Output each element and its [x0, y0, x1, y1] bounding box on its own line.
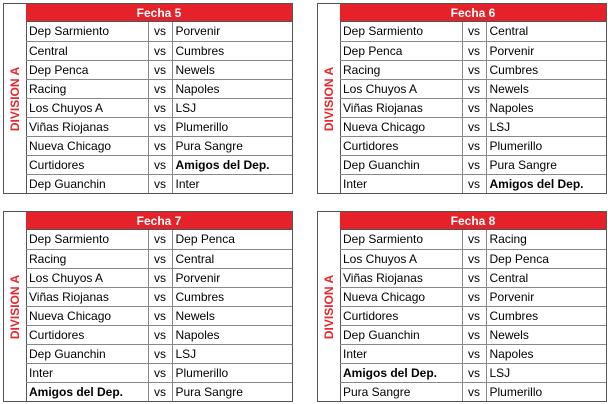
home-team: Dep Sarmiento — [340, 22, 462, 41]
versus-label: vs — [148, 117, 172, 136]
versus-label: vs — [462, 325, 486, 344]
home-team: Nueva Chicago — [340, 117, 462, 136]
versus-label: vs — [148, 22, 172, 41]
match-row — [26, 41, 292, 60]
home-team: Viñas Riojanas — [340, 98, 462, 117]
home-team: Dep Guanchin — [26, 174, 148, 193]
match-row — [26, 155, 292, 174]
versus-label: vs — [462, 382, 486, 401]
match-row — [26, 79, 292, 98]
away-team: Newels — [486, 79, 606, 98]
versus-label: vs — [148, 79, 172, 98]
away-team: Inter — [175, 176, 200, 191]
match-row — [26, 136, 292, 155]
versus-label: vs — [462, 230, 486, 249]
match-row — [26, 98, 292, 117]
division-label-cell — [318, 212, 341, 401]
versus-label: vs — [148, 98, 172, 117]
fixture-block-fecha-7 — [3, 211, 293, 402]
match-row — [26, 249, 292, 268]
home-team: Viñas Riojanas — [340, 268, 462, 287]
away-team: Plumerillo — [486, 136, 606, 155]
away-team: Newels — [172, 60, 292, 79]
home-team: Viñas Riojanas — [26, 287, 148, 306]
division-label: DIVISION A — [322, 66, 336, 131]
match-row — [26, 22, 292, 41]
away-team: Cumbres — [486, 60, 606, 79]
home-team: Amigos del Dep. — [26, 382, 148, 401]
match-row — [340, 382, 606, 401]
away-team: Napoles — [486, 98, 606, 117]
away-team: Amigos del Dep. — [489, 176, 584, 191]
match-row — [26, 344, 292, 363]
home-team: Pura Sangre — [340, 382, 462, 401]
match-row — [26, 268, 292, 287]
match-row — [340, 117, 606, 136]
fixture-grid — [26, 212, 292, 401]
away-team: Napoles — [172, 79, 292, 98]
home-team: Curtidores — [340, 136, 462, 155]
versus-label: vs — [148, 325, 172, 344]
versus-label: vs — [462, 60, 486, 79]
away-team: Porvenir — [486, 41, 606, 60]
match-row — [340, 98, 606, 117]
away-team: Central — [486, 22, 606, 41]
home-team: Nueva Chicago — [26, 306, 148, 325]
away-team: LSJ — [486, 117, 606, 136]
home-team: Curtidores — [26, 155, 148, 174]
match-row — [26, 174, 292, 193]
match-row — [340, 136, 606, 155]
away-team: Porvenir — [486, 287, 606, 306]
versus-label: vs — [148, 306, 172, 325]
away-team: LSJ — [172, 344, 292, 363]
match-table — [26, 230, 292, 401]
home-team: Racing — [26, 79, 148, 98]
match-table — [340, 22, 606, 193]
match-row — [340, 344, 606, 363]
match-row — [340, 60, 606, 79]
away-team: Dep Penca — [172, 230, 292, 249]
away-team: Dep Penca — [486, 249, 606, 268]
fixture-block-fecha-8 — [317, 211, 607, 402]
away-team: Napoles — [172, 325, 292, 344]
division-label-cell — [318, 4, 341, 193]
away-team: Plumerillo — [489, 384, 543, 399]
match-row — [340, 79, 606, 98]
versus-label: vs — [462, 174, 486, 193]
versus-label: vs — [148, 60, 172, 79]
match-table — [340, 230, 606, 401]
match-row — [340, 363, 606, 382]
home-team: Curtidores — [26, 325, 148, 344]
match-row — [340, 22, 606, 41]
home-team: Dep Sarmiento — [340, 230, 462, 249]
home-team: Racing — [340, 60, 462, 79]
home-team: Dep Guanchin — [340, 325, 462, 344]
away-team: Porvenir — [172, 22, 292, 41]
home-team: Los Chuyos A — [340, 79, 462, 98]
home-team: Dep Penca — [340, 41, 462, 60]
home-team: Dep Guanchin — [26, 344, 148, 363]
away-team: Cumbres — [172, 41, 292, 60]
match-row — [340, 230, 606, 249]
versus-label: vs — [148, 287, 172, 306]
home-team: Curtidores — [340, 306, 462, 325]
away-team: Racing — [486, 230, 606, 249]
versus-label: vs — [462, 344, 486, 363]
division-label-cell — [4, 4, 27, 193]
home-team: Dep Sarmiento — [26, 230, 148, 249]
fixture-grid — [340, 4, 606, 193]
home-team: Racing — [26, 249, 148, 268]
versus-label: vs — [462, 41, 486, 60]
home-team: Central — [26, 41, 148, 60]
round-title: Fecha 8 — [340, 212, 606, 230]
match-row — [26, 325, 292, 344]
versus-label: vs — [148, 249, 172, 268]
home-team: Nueva Chicago — [26, 136, 148, 155]
match-row — [26, 382, 292, 401]
versus-label: vs — [462, 117, 486, 136]
fixture-block-fecha-5 — [3, 3, 293, 194]
away-team: LSJ — [172, 98, 292, 117]
round-title: Fecha 6 — [340, 4, 606, 22]
home-team: Inter — [340, 174, 462, 193]
fixture-grid — [340, 212, 606, 401]
versus-label: vs — [148, 344, 172, 363]
match-row — [340, 325, 606, 344]
home-team: Viñas Riojanas — [26, 117, 148, 136]
away-team: Newels — [486, 325, 606, 344]
versus-label: vs — [148, 382, 172, 401]
round-title: Fecha 7 — [26, 212, 292, 230]
division-label: DIVISION A — [8, 66, 22, 131]
versus-label: vs — [462, 363, 486, 382]
home-team: Inter — [340, 344, 462, 363]
versus-label: vs — [462, 22, 486, 41]
away-team: Pura Sangre — [486, 155, 606, 174]
away-team: Porvenir — [172, 268, 292, 287]
versus-label: vs — [462, 79, 486, 98]
division-label-cell — [4, 212, 27, 401]
away-team: Newels — [172, 306, 292, 325]
home-team: Los Chuyos A — [26, 98, 148, 117]
division-label: DIVISION A — [322, 274, 336, 339]
match-row — [26, 60, 292, 79]
away-team: LSJ — [486, 363, 606, 382]
home-team: Dep Guanchin — [340, 155, 462, 174]
fixture-grid — [26, 4, 292, 193]
match-table — [26, 22, 292, 193]
versus-label: vs — [462, 268, 486, 287]
away-team: Plumerillo — [172, 363, 292, 382]
versus-label: vs — [148, 268, 172, 287]
versus-label: vs — [148, 136, 172, 155]
versus-label: vs — [462, 136, 486, 155]
round-title: Fecha 5 — [26, 4, 292, 22]
fixture-block-fecha-6 — [317, 3, 607, 194]
away-team: Napoles — [486, 344, 606, 363]
home-team: Los Chuyos A — [340, 249, 462, 268]
versus-label: vs — [148, 41, 172, 60]
division-label: DIVISION A — [8, 274, 22, 339]
away-team: Pura Sangre — [172, 136, 292, 155]
versus-label: vs — [148, 230, 172, 249]
away-team: Plumerillo — [172, 117, 292, 136]
match-row — [26, 363, 292, 382]
versus-label: vs — [462, 155, 486, 174]
away-team: Amigos del Dep. — [172, 155, 292, 174]
home-team: Amigos del Dep. — [340, 363, 462, 382]
home-team: Inter — [26, 363, 148, 382]
match-row — [26, 117, 292, 136]
away-team: Cumbres — [172, 287, 292, 306]
away-team: Central — [172, 249, 292, 268]
match-row — [26, 306, 292, 325]
match-row — [340, 41, 606, 60]
match-row — [340, 287, 606, 306]
match-row — [340, 306, 606, 325]
home-team: Dep Sarmiento — [26, 22, 148, 41]
away-team: Central — [486, 268, 606, 287]
match-row — [340, 174, 606, 193]
away-team: Pura Sangre — [175, 384, 243, 399]
match-row — [340, 249, 606, 268]
home-team: Dep Penca — [26, 60, 148, 79]
match-row — [340, 155, 606, 174]
versus-label: vs — [462, 287, 486, 306]
versus-label: vs — [462, 98, 486, 117]
versus-label: vs — [148, 155, 172, 174]
match-row — [26, 230, 292, 249]
away-team: Cumbres — [486, 306, 606, 325]
match-row — [26, 287, 292, 306]
versus-label: vs — [148, 174, 172, 193]
versus-label: vs — [148, 363, 172, 382]
match-row — [340, 268, 606, 287]
versus-label: vs — [462, 249, 486, 268]
home-team: Nueva Chicago — [340, 287, 462, 306]
versus-label: vs — [462, 306, 486, 325]
home-team: Los Chuyos A — [26, 268, 148, 287]
